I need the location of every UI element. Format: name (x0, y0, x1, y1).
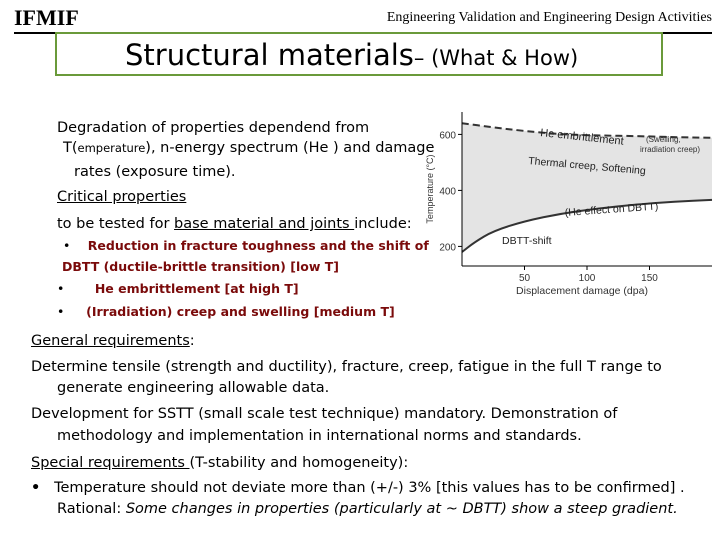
general-p1-line1: Determine tensile (strength and ductility), fracture, creep, fatigue in the full T range to (31, 359, 662, 375)
x-axis-label: Displacement damage (dpa) (516, 285, 648, 297)
y-axis-label: Temperature (°C) (425, 154, 435, 224)
slide-title (125, 38, 578, 72)
header-project-title: Engineering Validation and Engineering Design Activities (386, 10, 712, 25)
tested-underlined: base material and joints (174, 216, 355, 232)
tested-line (57, 214, 412, 234)
intro-line-3: rates (exposure time). (74, 164, 236, 180)
title-sub: – (What & How) (413, 46, 579, 70)
bullet-item-fracture (63, 236, 429, 256)
bullet-fracture-line2: DBTT (ductile-brittle transition) [low T] (62, 259, 339, 274)
general-heading-colon: : (189, 333, 195, 349)
special-heading-rest: (T-stability and homogeneity): (189, 455, 409, 471)
bullet-creep-text: (Irradiation) creep and swelling [medium T] (86, 304, 395, 319)
y-tick-label: 400 (439, 186, 456, 198)
special-heading (31, 453, 408, 473)
y-tick-label: 200 (439, 242, 456, 254)
y-tick-label: 600 (439, 130, 456, 142)
bullet-marker: • (63, 238, 71, 253)
general-heading (31, 331, 195, 351)
special-rational-prefix: Rational: (57, 501, 126, 517)
thermal-creep-label: Thermal creep, Softening (527, 155, 647, 178)
special-bullet-line1 (31, 478, 685, 498)
temperature-dpa-chart (420, 108, 720, 308)
x-tick-label: 50 (518, 273, 531, 284)
tested-suffix: include: (354, 216, 412, 232)
title-main: Structural materials (125, 38, 414, 72)
intro-line-2-suffix: ), n-energy spectrum (He ) and damage (145, 140, 435, 156)
swelling-label-line1: (Swelling, (646, 135, 681, 144)
special-bullet-line2 (57, 499, 678, 519)
intro-line-2 (63, 138, 434, 158)
bullet-item-he (57, 279, 299, 299)
bullet-item-creep (57, 302, 395, 322)
intro-line-2-prefix: T( (63, 140, 78, 156)
x-tick-label: 150 (641, 273, 658, 284)
critical-properties-label: Critical properties (57, 189, 187, 205)
special-bullet-marker: • (31, 480, 41, 496)
he-embrittlement-label: He embrittlement (539, 127, 625, 148)
tested-prefix: to be tested for (57, 216, 175, 232)
general-p2-line2: methodology and implementation in international norms and standards. (57, 428, 582, 444)
special-rational-italic: Some changes in properties (particularly at ~ DBTT) show a steep gradient. (125, 501, 678, 517)
bullet-he-text: He embrittlement [at high T] (94, 281, 299, 296)
general-p2-line1: Development for SSTT (small scale test technique) mandatory. Demonstration of (31, 406, 618, 422)
special-heading-text: Special requirements (31, 455, 190, 471)
dbtt-shift-label: DBTT-shift (502, 235, 552, 247)
x-tick-label: 100 (578, 273, 596, 284)
swelling-label-line2: irradiation creep) (640, 145, 701, 154)
bullet-fracture-line1: Reduction in fracture toughness and the shift of (87, 238, 429, 253)
intro-line-2-small: emperature (77, 141, 146, 155)
general-p1-line2: generate engineering allowable data. (57, 380, 330, 396)
special-bullet-text: Temperature should not deviate more than (+/-) 3% [this values has to be confirmed] . (54, 480, 685, 496)
bullet-marker: • (57, 304, 65, 319)
he-dbtt-label: (He effect on DBTT) (564, 200, 659, 219)
intro-line-1: Degradation of properties dependend from (57, 120, 370, 136)
ifmif-logo-text: IFMIF (14, 5, 79, 30)
bullet-marker: • (57, 281, 65, 296)
general-heading-text: General requirements (31, 333, 190, 349)
